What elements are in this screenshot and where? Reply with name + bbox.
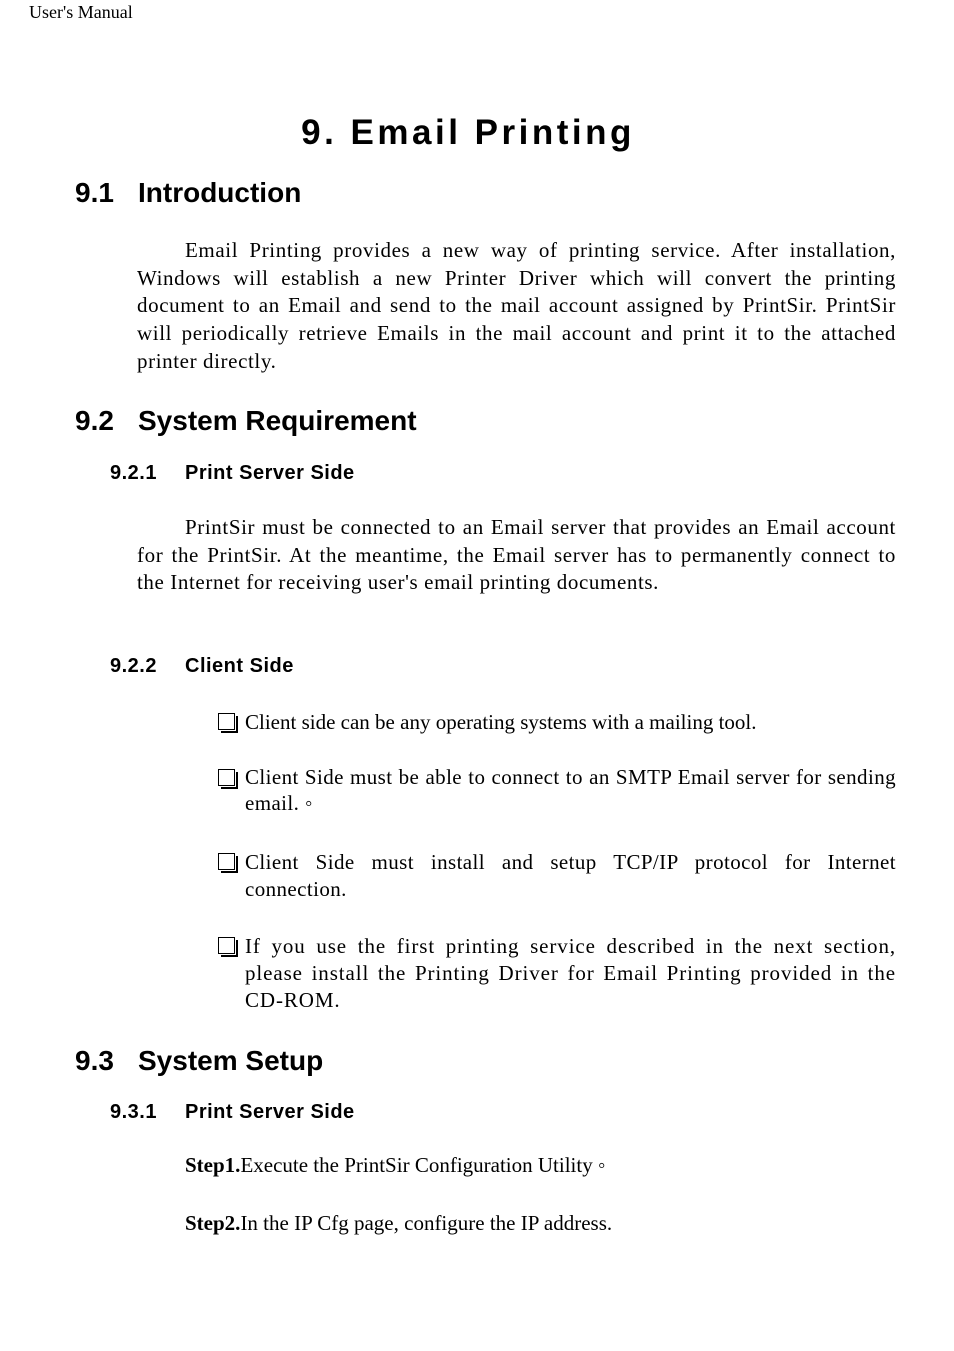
checkbox-bullet-icon — [218, 769, 235, 786]
subsection-number: 9.3.1 — [110, 1101, 157, 1123]
print-server-side-text: PrintSir must be connected to an Email server that provides an Email account for the PrintSir. At the meantime, the Email server has to permanently connect to the Internet for receiving user's email printing documents. — [137, 515, 896, 595]
section-number: 9.1 — [75, 177, 114, 208]
list-item — [218, 849, 896, 903]
setup-step — [185, 1152, 605, 1179]
introduction-paragraph — [137, 237, 896, 376]
list-item-text: If you use the first printing service described in the next section, please install the Printing Driver for Email Printing provided in the CD-ROM. — [245, 934, 896, 1012]
subsection-heading-print-server-side — [110, 461, 355, 485]
section-heading-introduction — [75, 176, 301, 210]
step-label: Step1. — [185, 1153, 241, 1177]
list-item-text: Client side can be any operating systems with a mailing tool. — [245, 710, 757, 734]
subsection-title: Print Server Side — [185, 1101, 355, 1123]
checkbox-bullet-icon — [218, 713, 235, 730]
step-label: Step2. — [185, 1211, 241, 1235]
section-title: Introduction — [138, 177, 302, 208]
checkbox-bullet-icon — [218, 853, 235, 870]
subsection-number: 9.2.2 — [110, 655, 157, 677]
subsection-heading-setup-print-server-side — [110, 1100, 355, 1124]
section-title: System Requirement — [138, 405, 417, 436]
section-title: System Setup — [138, 1045, 324, 1076]
print-server-side-paragraph — [137, 514, 896, 597]
step-text: Execute the PrintSir Configuration Utility ◦ — [240, 1153, 606, 1177]
list-item-text: Client Side must install and setup TCP/IP protocol for Internet connection. — [245, 850, 896, 901]
section-heading-system-requirement — [75, 404, 417, 438]
section-number: 9.2 — [75, 405, 114, 436]
setup-step — [185, 1210, 612, 1237]
checkbox-bullet-icon — [218, 937, 235, 954]
introduction-text: Email Printing provides a new way of printing service. After installation, Windows will establish a new Printer Driver which will convert the printing document to an Email and send to the mail account assigned by PrintSir. PrintSir will periodically retrieve Emails in the mail account and print it to the attached printer directly. — [137, 238, 896, 373]
subsection-number: 9.2.1 — [110, 462, 157, 484]
list-item — [218, 933, 896, 1014]
section-heading-system-setup — [75, 1044, 323, 1078]
running-header: User's Manual — [29, 2, 133, 22]
list-item — [218, 765, 896, 816]
step-text: In the IP Cfg page, configure the IP address. — [240, 1211, 613, 1235]
subsection-heading-client-side — [110, 654, 294, 678]
subsection-title: Client Side — [185, 655, 294, 677]
section-number: 9.3 — [75, 1045, 114, 1076]
list-item-text: Client Side must be able to connect to an SMTP Email server for sending email. ◦ — [245, 765, 896, 815]
subsection-title: Print Server Side — [185, 462, 355, 484]
chapter-title: 9. Email Printing — [301, 113, 635, 152]
list-item — [218, 709, 896, 736]
